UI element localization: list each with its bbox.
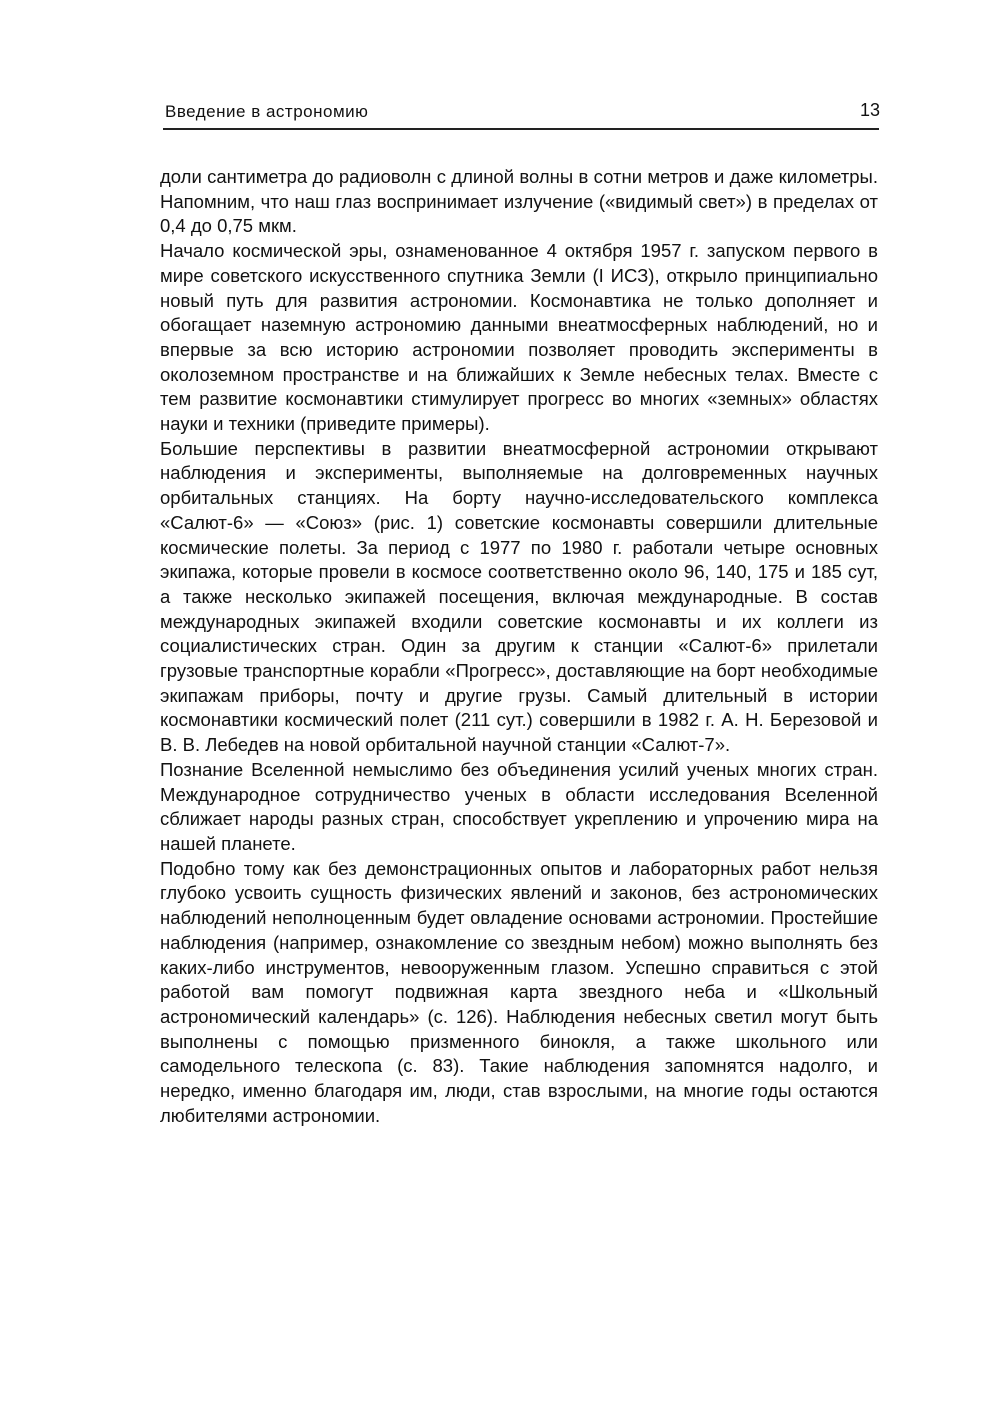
- header-rule: [163, 128, 879, 130]
- paragraph-3: Большие перспективы в развитии внеатмосферной астрономии открывают наблюдения и эксперименты, выполняемые на долговременных научных орбитальных станциях. На борту научно-исследовательского комплекса «Салют-6» — «Союз» (рис. 1) советские космонавты совершили длительные космические полеты. За период с 1977 по 1980 г. работали четыре основных экипажа, которые провели в космосе соответственно около 96, 140, 175 и 185 сут, а также несколько экипажей посещения, включая международные. В состав международных экипажей входили советские космонавты и их коллеги из социалистических стран. Один за другим к станции «Салют-6» прилетали грузовые транспортные корабли «Прогресс», доставляющие на борт необходимые экипажам приборы, почту и другие грузы. Самый длительный в истории космонавтики космический полет (211 сут.) совершили в 1982 г. А. Н. Березовой и В. В. Лебедев на новой орбитальной научной станции «Салют-7».: [160, 437, 878, 756]
- running-head: [165, 100, 880, 126]
- paragraph-1: доли сантиметра до радиоволн с длиной волны в сотни метров и даже километры. Напомним, что наш глаз воспринимает излучение («видимый свет») в пределах от 0,4 до 0,75 мкм.: [160, 166, 878, 237]
- body-text: [160, 165, 878, 1128]
- page-number: 13: [859, 100, 880, 120]
- paragraph-5: Подобно тому как без демонстрационных опытов и лабораторных работ нельзя глубоко усвоить сущность физических явлений и законов, без астрономических наблюдений неполноценным будет овладение основами астрономии. Простейшие наблюдения (например, ознакомление со звездным небом) можно выполнять без каких-либо инструментов, невооруженным глазом. Успешно справиться с этой работой вам помогут подвижная карта звездного неба и «Школьный астрономический календарь» (с. 126). Наблюдения небесных светил могут быть выполнены с помощью призменного бинокля, а также школьного или самодельного телескопа (с. 83). Такие наблюдения запомнятся надолго, и нередко, именно благодаря им, люди, став взрослыми, на многие годы остаются любителями астрономии.: [160, 857, 878, 1126]
- running-title: Введение в астрономию: [165, 102, 369, 121]
- paragraph-2: Начало космической эры, ознаменованное 4 октября 1957 г. запуском первого в мире советского искусственного спутника Земли (I ИСЗ), открыло принципиально новый путь для развития астрономии. Космонавтика не только дополняет и обогащает наземную астрономию данными внеатмосферных наблюдений, но и впервые за всю историю астрономии позволяет проводить эксперименты в околоземном пространстве и на ближайших к Земле небесных телах. Вместе с тем развитие космонавтики стимулирует прогресс во многих «земных» областях науки и техники (приведите примеры).: [160, 240, 878, 435]
- paragraph-4: Познание Вселенной немыслимо без объединения усилий ученых многих стран. Международное сотрудничество ученых в области исследования Вселенной сближает народы разных стран, способствует укреплению и упрочению мира на нашей планете.: [160, 758, 878, 854]
